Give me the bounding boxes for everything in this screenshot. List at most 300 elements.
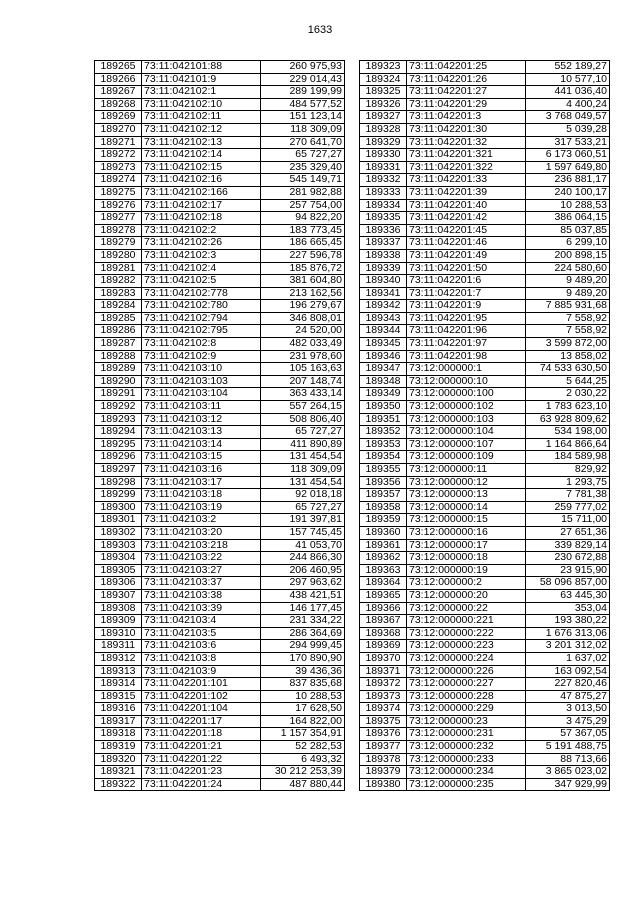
row-number-cell: 189358 xyxy=(360,501,407,514)
cadastral-number-cell: 73:11:042102:5 xyxy=(142,275,261,288)
cadastral-number-cell: 73:11:042201:98 xyxy=(407,350,526,363)
value-cell: 65 727,27 xyxy=(261,501,345,514)
row-number-cell: 189291 xyxy=(95,388,142,401)
cadastral-number-cell: 73:11:042103:13 xyxy=(142,426,261,439)
table-row xyxy=(360,249,610,262)
value-cell: 3 768 049,57 xyxy=(526,111,610,124)
row-number-cell: 189341 xyxy=(360,287,407,300)
table-row xyxy=(360,665,610,678)
cadastral-number-cell: 73:11:042201:25 xyxy=(407,61,526,74)
cadastral-number-cell: 73:11:042102:2 xyxy=(142,224,261,237)
row-number-cell: 189347 xyxy=(360,363,407,376)
table-row xyxy=(95,564,345,577)
cadastral-number-cell: 73:12:000000:224 xyxy=(407,652,526,665)
value-cell: 230 672,88 xyxy=(526,552,610,565)
cadastral-number-cell: 73:11:042103:103 xyxy=(142,375,261,388)
row-number-cell: 189309 xyxy=(95,615,142,628)
table-row xyxy=(95,186,345,199)
row-number-cell: 189268 xyxy=(95,98,142,111)
table-row xyxy=(95,212,345,225)
value-cell: 183 773,45 xyxy=(261,224,345,237)
table-row xyxy=(360,464,610,477)
cadastral-number-cell: 73:12:000000:100 xyxy=(407,388,526,401)
cadastral-number-cell: 73:11:042201:322 xyxy=(407,161,526,174)
cadastral-number-cell: 73:11:042201:102 xyxy=(142,690,261,703)
table-row xyxy=(95,703,345,716)
row-number-cell: 189332 xyxy=(360,174,407,187)
table-row xyxy=(360,678,610,691)
value-cell: 65 727,27 xyxy=(261,426,345,439)
table-row xyxy=(360,715,610,728)
cadastral-number-cell: 73:11:042102:778 xyxy=(142,287,261,300)
value-cell: 39 436,36 xyxy=(261,665,345,678)
value-cell: 118 309,09 xyxy=(261,464,345,477)
row-number-cell: 189328 xyxy=(360,123,407,136)
row-number-cell: 189296 xyxy=(95,451,142,464)
cadastral-number-cell: 73:12:000000:226 xyxy=(407,665,526,678)
row-number-cell: 189314 xyxy=(95,678,142,691)
cadastral-number-cell: 73:11:042201:50 xyxy=(407,262,526,275)
cadastral-number-cell: 73:11:042103:17 xyxy=(142,476,261,489)
value-cell: 1 293,75 xyxy=(526,476,610,489)
value-cell: 297 963,62 xyxy=(261,577,345,590)
cadastral-number-cell: 73:12:000000:221 xyxy=(407,615,526,628)
cadastral-number-cell: 73:11:042201:42 xyxy=(407,212,526,225)
row-number-cell: 189377 xyxy=(360,741,407,754)
value-cell: 65 727,27 xyxy=(261,149,345,162)
table-row xyxy=(95,73,345,86)
row-number-cell: 189375 xyxy=(360,715,407,728)
row-number-cell: 189353 xyxy=(360,438,407,451)
row-number-cell: 189280 xyxy=(95,249,142,262)
cadastral-number-cell: 73:11:042201:95 xyxy=(407,312,526,325)
cadastral-number-cell: 73:12:000000:233 xyxy=(407,753,526,766)
value-cell: 2 030,22 xyxy=(526,388,610,401)
value-cell: 92 018,18 xyxy=(261,489,345,502)
row-number-cell: 189370 xyxy=(360,652,407,665)
row-number-cell: 189271 xyxy=(95,136,142,149)
cadastral-number-cell: 73:12:000000:102 xyxy=(407,401,526,414)
value-cell: 196 279,67 xyxy=(261,300,345,313)
row-number-cell: 189266 xyxy=(95,73,142,86)
cadastral-number-cell: 73:11:042201:96 xyxy=(407,325,526,338)
cadastral-number-cell: 73:11:042201:33 xyxy=(407,174,526,187)
table-row xyxy=(360,413,610,426)
row-number-cell: 189287 xyxy=(95,338,142,351)
cadastral-number-cell: 73:11:042201:23 xyxy=(142,766,261,779)
table-row xyxy=(95,778,345,791)
value-cell: 7 781,38 xyxy=(526,489,610,502)
row-number-cell: 189272 xyxy=(95,149,142,162)
row-number-cell: 189304 xyxy=(95,552,142,565)
cadastral-number-cell: 73:12:000000:229 xyxy=(407,703,526,716)
table-row xyxy=(95,275,345,288)
cadastral-number-cell: 73:11:042103:16 xyxy=(142,464,261,477)
row-number-cell: 189365 xyxy=(360,589,407,602)
value-cell: 7 558,92 xyxy=(526,325,610,338)
cadastral-number-cell: 73:12:000000:104 xyxy=(407,426,526,439)
value-cell: 363 433,14 xyxy=(261,388,345,401)
table-row xyxy=(360,627,610,640)
cadastral-number-cell: 73:12:000000:222 xyxy=(407,627,526,640)
row-number-cell: 189367 xyxy=(360,615,407,628)
row-number-cell: 189327 xyxy=(360,111,407,124)
value-cell: 6 173 060,51 xyxy=(526,149,610,162)
row-number-cell: 189359 xyxy=(360,514,407,527)
value-cell: 339 829,14 xyxy=(526,539,610,552)
row-number-cell: 189294 xyxy=(95,426,142,439)
row-number-cell: 189339 xyxy=(360,262,407,275)
cadastral-number-cell: 73:11:042201:7 xyxy=(407,287,526,300)
value-cell: 5 039,28 xyxy=(526,123,610,136)
cadastral-number-cell: 73:11:042103:20 xyxy=(142,526,261,539)
cadastral-number-cell: 73:11:042102:13 xyxy=(142,136,261,149)
value-cell: 508 806,40 xyxy=(261,413,345,426)
table-row xyxy=(95,123,345,136)
value-cell: 829,92 xyxy=(526,464,610,477)
cadastral-number-cell: 73:11:042201:27 xyxy=(407,86,526,99)
table-row xyxy=(95,312,345,325)
table-row xyxy=(95,501,345,514)
value-cell: 63 928 809,62 xyxy=(526,413,610,426)
table-row xyxy=(360,401,610,414)
value-cell: 260 975,93 xyxy=(261,61,345,74)
cadastral-number-cell: 73:12:000000:228 xyxy=(407,690,526,703)
cadastral-number-cell: 73:12:000000:232 xyxy=(407,741,526,754)
value-cell: 193 380,22 xyxy=(526,615,610,628)
table-row xyxy=(95,350,345,363)
cadastral-number-cell: 73:11:042102:780 xyxy=(142,300,261,313)
row-number-cell: 189300 xyxy=(95,501,142,514)
table-row xyxy=(360,212,610,225)
value-cell: 534 198,00 xyxy=(526,426,610,439)
cadastral-number-cell: 73:11:042101:9 xyxy=(142,73,261,86)
row-number-cell: 189361 xyxy=(360,539,407,552)
row-number-cell: 189275 xyxy=(95,186,142,199)
row-number-cell: 189362 xyxy=(360,552,407,565)
registry-table-right xyxy=(359,60,610,791)
value-cell: 227 820,46 xyxy=(526,678,610,691)
row-number-cell: 189316 xyxy=(95,703,142,716)
value-cell: 131 454,54 xyxy=(261,476,345,489)
table-row xyxy=(360,753,610,766)
table-row xyxy=(95,602,345,615)
cadastral-number-cell: 73:11:042201:97 xyxy=(407,338,526,351)
table-row xyxy=(95,61,345,74)
value-cell: 257 754,00 xyxy=(261,199,345,212)
table-row xyxy=(95,715,345,728)
row-number-cell: 189308 xyxy=(95,602,142,615)
cadastral-number-cell: 73:11:042101:88 xyxy=(142,61,261,74)
table-row xyxy=(360,338,610,351)
table-row xyxy=(95,476,345,489)
cadastral-number-cell: 73:11:042103:18 xyxy=(142,489,261,502)
value-cell: 163 092,54 xyxy=(526,665,610,678)
cadastral-number-cell: 73:11:042201:24 xyxy=(142,778,261,791)
row-number-cell: 189274 xyxy=(95,174,142,187)
cadastral-number-cell: 73:12:000000:16 xyxy=(407,526,526,539)
table-row xyxy=(95,149,345,162)
value-cell: 63 445,30 xyxy=(526,589,610,602)
row-number-cell: 189290 xyxy=(95,375,142,388)
table-row xyxy=(360,262,610,275)
value-cell: 289 199,99 xyxy=(261,86,345,99)
row-number-cell: 189344 xyxy=(360,325,407,338)
table-row xyxy=(360,703,610,716)
row-number-cell: 189356 xyxy=(360,476,407,489)
cadastral-number-cell: 73:11:042201:17 xyxy=(142,715,261,728)
cadastral-number-cell: 73:11:042103:37 xyxy=(142,577,261,590)
cadastral-number-cell: 73:12:000000:223 xyxy=(407,640,526,653)
table-row xyxy=(95,652,345,665)
row-number-cell: 189351 xyxy=(360,413,407,426)
cadastral-number-cell: 73:11:042102:10 xyxy=(142,98,261,111)
value-cell: 1 676 313,06 xyxy=(526,627,610,640)
cadastral-number-cell: 73:12:000000:23 xyxy=(407,715,526,728)
value-cell: 185 876,72 xyxy=(261,262,345,275)
row-number-cell: 189282 xyxy=(95,275,142,288)
row-number-cell: 189346 xyxy=(360,350,407,363)
row-number-cell: 189317 xyxy=(95,715,142,728)
row-number-cell: 189319 xyxy=(95,741,142,754)
value-cell: 105 163,63 xyxy=(261,363,345,376)
row-number-cell: 189378 xyxy=(360,753,407,766)
table-row xyxy=(360,123,610,136)
row-number-cell: 189380 xyxy=(360,778,407,791)
row-number-cell: 189311 xyxy=(95,640,142,653)
table-row xyxy=(95,86,345,99)
row-number-cell: 189333 xyxy=(360,186,407,199)
cadastral-number-cell: 73:11:042102:18 xyxy=(142,212,261,225)
cadastral-number-cell: 73:12:000000:107 xyxy=(407,438,526,451)
cadastral-number-cell: 73:12:000000:14 xyxy=(407,501,526,514)
value-cell: 837 835,68 xyxy=(261,678,345,691)
table-row xyxy=(360,589,610,602)
table-row xyxy=(360,111,610,124)
table-row xyxy=(360,174,610,187)
table-row xyxy=(95,464,345,477)
row-number-cell: 189276 xyxy=(95,199,142,212)
value-cell: 7 885 931,68 xyxy=(526,300,610,313)
value-cell: 244 866,30 xyxy=(261,552,345,565)
value-cell: 386 064,15 xyxy=(526,212,610,225)
table-row xyxy=(360,136,610,149)
table-row xyxy=(95,136,345,149)
value-cell: 3 201 312,02 xyxy=(526,640,610,653)
row-number-cell: 189281 xyxy=(95,262,142,275)
value-cell: 487 880,44 xyxy=(261,778,345,791)
value-cell: 438 421,51 xyxy=(261,589,345,602)
table-row xyxy=(360,363,610,376)
row-number-cell: 189310 xyxy=(95,627,142,640)
table-row xyxy=(95,237,345,250)
page-number: 1633 xyxy=(307,24,333,36)
row-number-cell: 189289 xyxy=(95,363,142,376)
value-cell: 441 036,40 xyxy=(526,86,610,99)
cadastral-number-cell: 73:11:042103:19 xyxy=(142,501,261,514)
cadastral-number-cell: 73:11:042201:29 xyxy=(407,98,526,111)
table-row xyxy=(95,665,345,678)
row-number-cell: 189360 xyxy=(360,526,407,539)
table-row xyxy=(360,615,610,628)
value-cell: 9 489,20 xyxy=(526,275,610,288)
row-number-cell: 189326 xyxy=(360,98,407,111)
value-cell: 1 157 354,91 xyxy=(261,728,345,741)
row-number-cell: 189277 xyxy=(95,212,142,225)
row-number-cell: 189293 xyxy=(95,413,142,426)
row-number-cell: 189330 xyxy=(360,149,407,162)
table-row xyxy=(95,438,345,451)
table-row xyxy=(360,476,610,489)
cadastral-number-cell: 73:12:000000:227 xyxy=(407,678,526,691)
value-cell: 4 400,24 xyxy=(526,98,610,111)
cadastral-number-cell: 73:11:042102:9 xyxy=(142,350,261,363)
row-number-cell: 189305 xyxy=(95,564,142,577)
cadastral-number-cell: 73:12:000000:20 xyxy=(407,589,526,602)
table-row xyxy=(360,388,610,401)
cadastral-number-cell: 73:12:000000:12 xyxy=(407,476,526,489)
table-row xyxy=(360,514,610,527)
table-row xyxy=(360,86,610,99)
value-cell: 294 999,45 xyxy=(261,640,345,653)
cadastral-number-cell: 73:11:042201:18 xyxy=(142,728,261,741)
value-cell: 557 264,15 xyxy=(261,401,345,414)
table-row xyxy=(360,149,610,162)
value-cell: 184 589,98 xyxy=(526,451,610,464)
table-row xyxy=(360,161,610,174)
value-cell: 207 148,74 xyxy=(261,375,345,388)
cadastral-number-cell: 73:11:042102:1 xyxy=(142,86,261,99)
row-number-cell: 189336 xyxy=(360,224,407,237)
cadastral-number-cell: 73:11:042102:3 xyxy=(142,249,261,262)
table-row xyxy=(360,300,610,313)
table-row xyxy=(360,501,610,514)
value-cell: 88 713,66 xyxy=(526,753,610,766)
value-cell: 118 309,09 xyxy=(261,123,345,136)
row-number-cell: 189354 xyxy=(360,451,407,464)
table-row xyxy=(95,111,345,124)
value-cell: 545 149,71 xyxy=(261,174,345,187)
value-cell: 347 929,99 xyxy=(526,778,610,791)
row-number-cell: 189318 xyxy=(95,728,142,741)
table-row xyxy=(360,778,610,791)
value-cell: 281 982,88 xyxy=(261,186,345,199)
row-number-cell: 189373 xyxy=(360,690,407,703)
row-number-cell: 189334 xyxy=(360,199,407,212)
value-cell: 227 596,78 xyxy=(261,249,345,262)
value-cell: 1 783 623,10 xyxy=(526,401,610,414)
cadastral-number-cell: 73:12:000000:1 xyxy=(407,363,526,376)
value-cell: 17 628,50 xyxy=(261,703,345,716)
cadastral-number-cell: 73:11:042201:49 xyxy=(407,249,526,262)
table-row xyxy=(360,426,610,439)
row-number-cell: 189270 xyxy=(95,123,142,136)
value-cell: 1 597 649,80 xyxy=(526,161,610,174)
table-row xyxy=(360,577,610,590)
value-cell: 74 533 630,50 xyxy=(526,363,610,376)
cadastral-number-cell: 73:11:042103:5 xyxy=(142,627,261,640)
table-row xyxy=(360,640,610,653)
cadastral-number-cell: 73:11:042103:27 xyxy=(142,564,261,577)
cadastral-number-cell: 73:12:000000:11 xyxy=(407,464,526,477)
table-row xyxy=(95,161,345,174)
table-row xyxy=(95,199,345,212)
value-cell: 240 100,17 xyxy=(526,186,610,199)
cadastral-number-cell: 73:11:042103:9 xyxy=(142,665,261,678)
table-row xyxy=(95,363,345,376)
cadastral-number-cell: 73:11:042201:22 xyxy=(142,753,261,766)
value-cell: 213 162,56 xyxy=(261,287,345,300)
cadastral-number-cell: 73:11:042103:6 xyxy=(142,640,261,653)
registry-table-left xyxy=(94,60,345,791)
table-row xyxy=(360,438,610,451)
value-cell: 484 577,52 xyxy=(261,98,345,111)
row-number-cell: 189355 xyxy=(360,464,407,477)
row-number-cell: 189325 xyxy=(360,86,407,99)
value-cell: 3 013,50 xyxy=(526,703,610,716)
row-number-cell: 189331 xyxy=(360,161,407,174)
row-number-cell: 189324 xyxy=(360,73,407,86)
cadastral-number-cell: 73:11:042201:46 xyxy=(407,237,526,250)
row-number-cell: 189267 xyxy=(95,86,142,99)
cadastral-number-cell: 73:11:042102:8 xyxy=(142,338,261,351)
cadastral-number-cell: 73:12:000000:19 xyxy=(407,564,526,577)
cadastral-number-cell: 73:11:042103:38 xyxy=(142,589,261,602)
cadastral-number-cell: 73:11:042103:15 xyxy=(142,451,261,464)
value-cell: 24 520,00 xyxy=(261,325,345,338)
row-number-cell: 189286 xyxy=(95,325,142,338)
row-number-cell: 189312 xyxy=(95,652,142,665)
row-number-cell: 189297 xyxy=(95,464,142,477)
cadastral-number-cell: 73:11:042103:11 xyxy=(142,401,261,414)
table-row xyxy=(95,325,345,338)
value-cell: 30 212 253,39 xyxy=(261,766,345,779)
cadastral-number-cell: 73:12:000000:2 xyxy=(407,577,526,590)
table-row xyxy=(360,61,610,74)
row-number-cell: 189376 xyxy=(360,728,407,741)
value-cell: 27 651,36 xyxy=(526,526,610,539)
table-row xyxy=(95,526,345,539)
row-number-cell: 189273 xyxy=(95,161,142,174)
row-number-cell: 189306 xyxy=(95,577,142,590)
table-row xyxy=(95,640,345,653)
row-number-cell: 189321 xyxy=(95,766,142,779)
value-cell: 157 745,45 xyxy=(261,526,345,539)
cadastral-number-cell: 73:12:000000:13 xyxy=(407,489,526,502)
table-row xyxy=(95,539,345,552)
cadastral-number-cell: 73:11:042103:104 xyxy=(142,388,261,401)
table-row xyxy=(95,300,345,313)
row-number-cell: 189307 xyxy=(95,589,142,602)
value-cell: 52 282,53 xyxy=(261,741,345,754)
cadastral-number-cell: 73:11:042201:26 xyxy=(407,73,526,86)
table-row xyxy=(95,249,345,262)
table-row xyxy=(360,539,610,552)
value-cell: 23 915,90 xyxy=(526,564,610,577)
table-row xyxy=(360,237,610,250)
table-row xyxy=(360,325,610,338)
cadastral-number-cell: 73:11:042103:218 xyxy=(142,539,261,552)
cadastral-number-cell: 73:12:000000:109 xyxy=(407,451,526,464)
row-number-cell: 189357 xyxy=(360,489,407,502)
value-cell: 151 123,14 xyxy=(261,111,345,124)
row-number-cell: 189269 xyxy=(95,111,142,124)
row-number-cell: 189340 xyxy=(360,275,407,288)
cadastral-number-cell: 73:11:042102:794 xyxy=(142,312,261,325)
cadastral-number-cell: 73:11:042201:39 xyxy=(407,186,526,199)
row-number-cell: 189278 xyxy=(95,224,142,237)
cadastral-number-cell: 73:12:000000:231 xyxy=(407,728,526,741)
